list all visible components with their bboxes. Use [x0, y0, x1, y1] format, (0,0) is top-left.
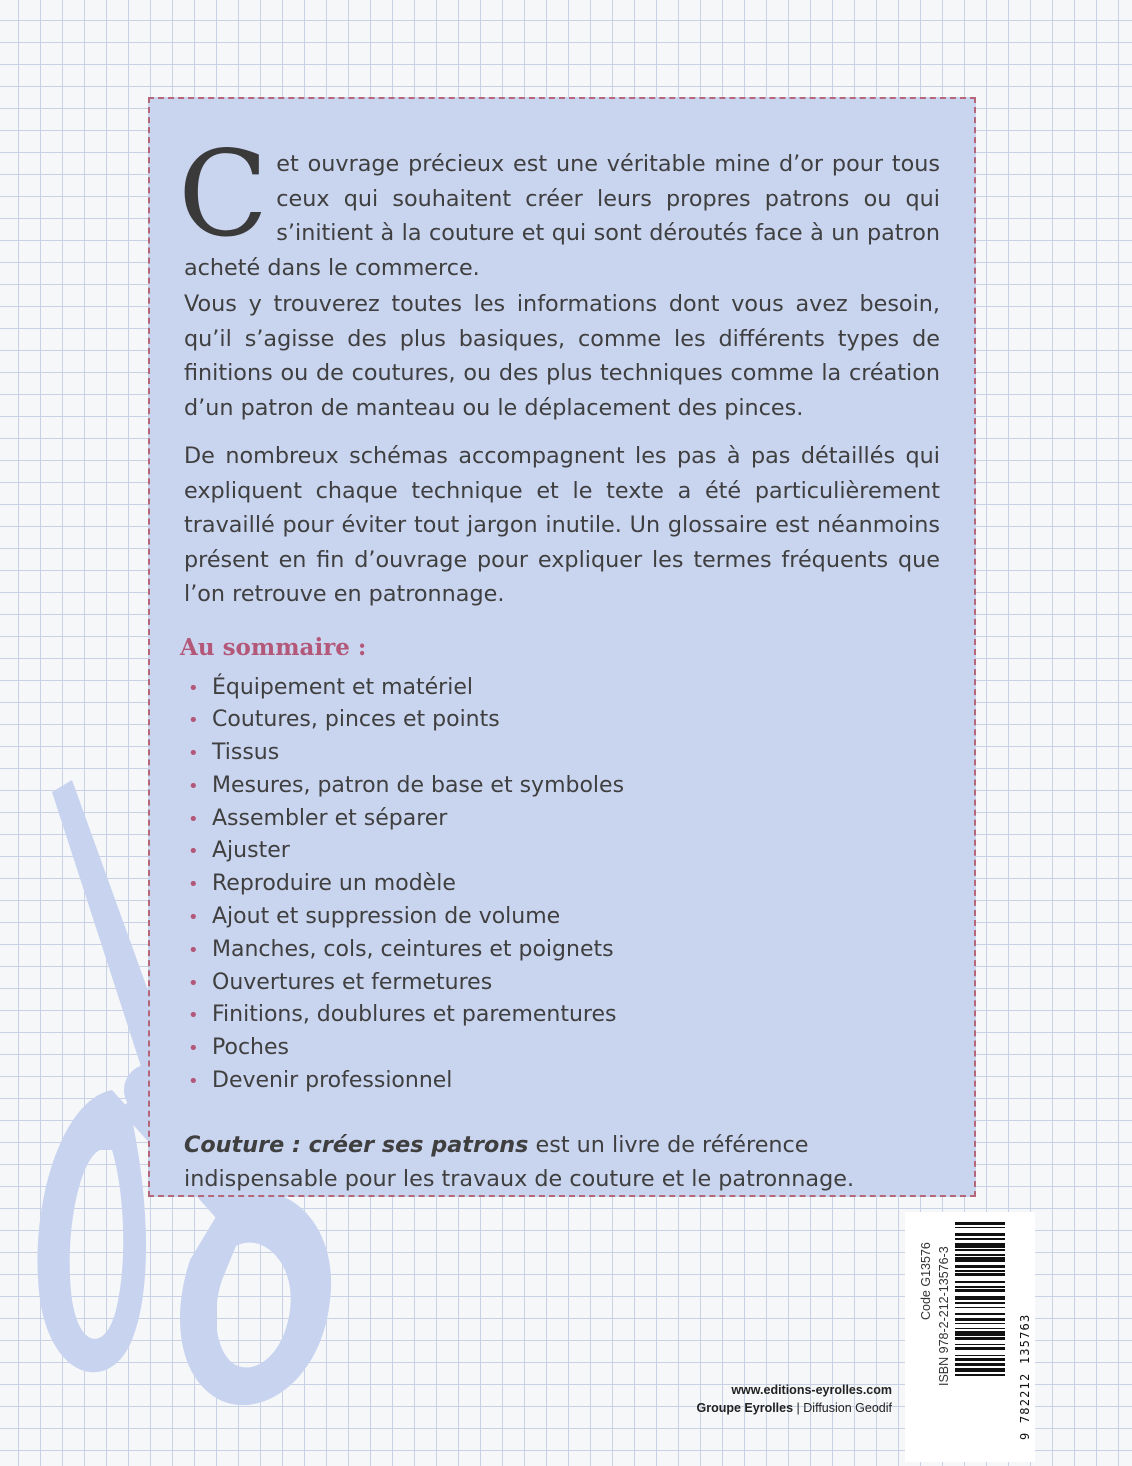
bullet-icon: •: [188, 775, 199, 797]
publisher-website: www.editions-eyrolles.com: [731, 1383, 892, 1397]
list-item: • Poches: [188, 1032, 940, 1065]
barcode-bar: [955, 1347, 1005, 1350]
barcode-bar: [955, 1273, 1005, 1276]
list-item: • Coutures, pinces et points: [188, 704, 940, 737]
barcode-bar: [955, 1270, 1005, 1272]
list-item: • Devenir professionnel: [188, 1065, 940, 1098]
publisher-block: www.editions-eyrolles.com Groupe Eyrolles | Diffusion Geodif: [696, 1383, 892, 1415]
bullet-icon: •: [188, 677, 199, 699]
bullet-icon: •: [188, 1005, 199, 1027]
book-title: Couture : créer ses patrons: [184, 1131, 529, 1158]
barcode-bar: [955, 1331, 1005, 1336]
barcode-bar: [955, 1368, 1005, 1373]
barcode-bar: [955, 1281, 1005, 1283]
bullet-icon: •: [188, 841, 199, 863]
barcode-bar: [955, 1313, 1005, 1315]
list-item: • Finitions, doublures et parementures: [188, 999, 940, 1032]
barcode-bar: [955, 1265, 1005, 1268]
barcode-bar: [955, 1243, 1005, 1248]
barcode-bar: [955, 1222, 1005, 1225]
closing-text: est un livre de référence indispensable pour les travaux de couture et le patronnage.: [184, 1131, 855, 1192]
drop-cap: C: [178, 125, 269, 263]
bullet-icon: •: [188, 710, 199, 732]
paragraph-contents: Vous y trouverez toutes les informations dont vous avez besoin, qu’il s’agisse des plus basiques, comme les différents types de finitions ou de coutures, ou des plus techniques comme la création d’un patron de manteau ou le déplacement des pinces.: [184, 291, 940, 421]
barcode: [955, 1222, 1007, 1428]
publisher-group: Groupe Eyrolles: [696, 1401, 794, 1415]
barcode-bar: [955, 1318, 1005, 1321]
barcode-bar: [955, 1289, 1005, 1292]
barcode-bar: [955, 1257, 1005, 1262]
list-item: • Reproduire un modèle: [188, 868, 940, 901]
bullet-icon: •: [188, 808, 199, 830]
barcode-digits: 9 782212 135763: [1018, 1313, 1032, 1440]
barcode-bar: [955, 1337, 1005, 1340]
intro-text: et ouvrage précieux est une véritable mine d’or pour tous ceux qui souhaitent créer leurs propres patrons ou qui s’initient à la couture et qui sont déroutés face à un patron acheté dans le commerce.: [184, 151, 940, 281]
intro-paragraph: [178, 125, 940, 285]
scissors-left-handle: [37, 1090, 146, 1372]
list-item: • Mesures, patron de base et symboles: [188, 770, 940, 803]
scissors-right-handle: [180, 1191, 331, 1405]
closing-paragraph: [184, 1128, 940, 1196]
list-item: • Tissus: [188, 737, 940, 770]
sommaire-title: Au sommaire :: [180, 633, 367, 661]
barcode-bar: [955, 1286, 1005, 1288]
list-item: • Assembler et séparer: [188, 803, 940, 836]
barcode-bar: [955, 1296, 1005, 1301]
barcode-bar: [955, 1328, 1005, 1330]
sommaire-list: [184, 672, 940, 1098]
list-item: • Ajuster: [188, 835, 940, 868]
barcode-bar: [955, 1355, 1005, 1357]
list-item: • Ouvertures et fermetures: [188, 967, 940, 1000]
publisher-diffusion: Diffusion Geodif: [803, 1401, 892, 1415]
isbn-label: ISBN 978-2-212-13576-3: [937, 1246, 951, 1386]
bullet-icon: •: [188, 1071, 199, 1093]
barcode-bar: [955, 1302, 1005, 1304]
paragraph-schemas: De nombreux schémas accompagnent les pas à pas détaillés qui expliquent chaque technique et le texte a été particulièrement travaillé pour éviter tout jargon inutile. Un glossaire est néanmoins présent en fin d’ouvrage pour expliquer les termes fréquents que l’on retrouve en patronnage.: [184, 443, 940, 607]
bullet-icon: •: [188, 907, 199, 929]
barcode-bar: [955, 1238, 1005, 1240]
barcode-bar: [955, 1363, 1005, 1366]
list-item: • Équipement et matériel: [188, 672, 940, 705]
barcode-bar: [955, 1358, 1005, 1361]
bullet-icon: •: [188, 1038, 199, 1060]
bullet-icon: •: [188, 743, 199, 765]
list-item: • Ajout et suppression de volume: [188, 901, 940, 934]
bullet-icon: •: [188, 874, 199, 896]
barcode-bar: [955, 1323, 1005, 1325]
barcode-bar: [955, 1249, 1005, 1251]
barcode-bar: [955, 1344, 1005, 1346]
back-cover-panel: [148, 97, 976, 1197]
list-item: • Manches, cols, ceintures et poignets: [188, 934, 940, 967]
barcode-bar: [955, 1227, 1005, 1229]
barcode-bar: [955, 1374, 1005, 1376]
code-label: Code G13576: [919, 1242, 933, 1320]
bullet-icon: •: [188, 939, 199, 961]
barcode-bar: [955, 1233, 1005, 1236]
bullet-icon: •: [188, 972, 199, 994]
barcode-bar: [955, 1254, 1005, 1256]
barcode-bar: [955, 1307, 1005, 1309]
